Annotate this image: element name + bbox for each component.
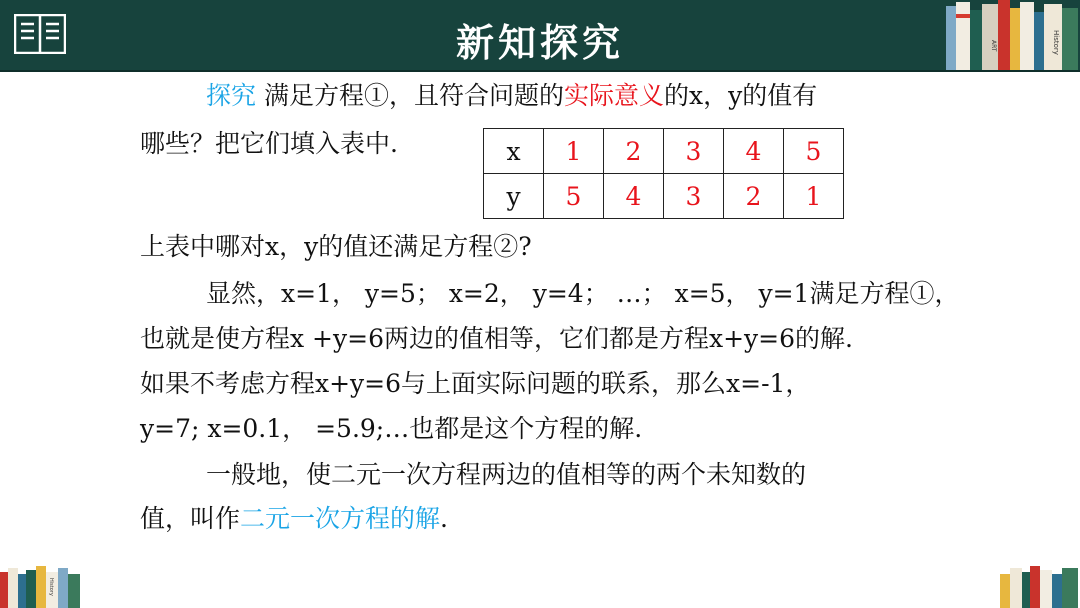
table-cell: 3 [664, 129, 724, 174]
header-divider [0, 70, 1080, 72]
table-cell: 4 [724, 129, 784, 174]
table-cell: 5 [784, 129, 844, 174]
obviously-line-3: 如果不考虑方程x+y=6与上面实际问题的联系，那么x=-1， [140, 369, 811, 398]
table-cell: 2 [724, 174, 784, 219]
bookshelf-decoration [944, 0, 1080, 70]
definition-term: 二元一次方程的解 [240, 504, 441, 533]
explore-text-a: 满足方程①，且符合问题的 [256, 81, 564, 110]
values-table [483, 128, 844, 219]
page-title: 新知探究 [455, 20, 624, 65]
obviously-line-4: y=7; x=0.1， =5.9;…也都是这个方程的解. [140, 414, 643, 443]
question-line: 上表中哪对x，y的值还满足方程②? [140, 232, 532, 261]
table-cell: 1 [784, 174, 844, 219]
table-head-y: y [484, 174, 544, 219]
highlight-practical-meaning: 实际意义 [563, 81, 664, 110]
table-cell: 1 [544, 129, 604, 174]
explore-line-2: 哪些？把它们填入表中. [140, 129, 398, 158]
table-cell: 5 [544, 174, 604, 219]
book-spine-art: ART [990, 40, 997, 52]
explore-line-1 [206, 80, 817, 112]
book-spine-history-bl: History [48, 578, 54, 596]
definition-text-a: 值，叫作 [140, 504, 241, 533]
table-row-y [484, 174, 844, 219]
table-cell: 3 [664, 174, 724, 219]
bookshelf-decoration-bottom-right [998, 566, 1080, 608]
definition-line-2 [140, 503, 448, 535]
table-row-x [484, 129, 844, 174]
explore-text-b: 的x，y的值有 [663, 81, 818, 110]
explore-label: 探究 [206, 81, 257, 110]
definition-text-b: . [440, 504, 448, 533]
table-head-x: x [484, 129, 544, 174]
table-cell: 2 [604, 129, 664, 174]
book-spine-history: History [1052, 30, 1060, 55]
definition-line-1: 一般地，使二元一次方程两边的值相等的两个未知数的 [206, 460, 807, 489]
bookshelf-decoration-bottom-left [0, 566, 82, 608]
obviously-line-2: 也就是使方程x +y=6两边的值相等，它们都是方程x+y=6的解. [140, 324, 853, 353]
obviously-line-1: 显然，x=1， y=5； x=2， y=4； …； x=5， y=1满足方程①， [206, 279, 960, 308]
table-cell: 4 [604, 174, 664, 219]
